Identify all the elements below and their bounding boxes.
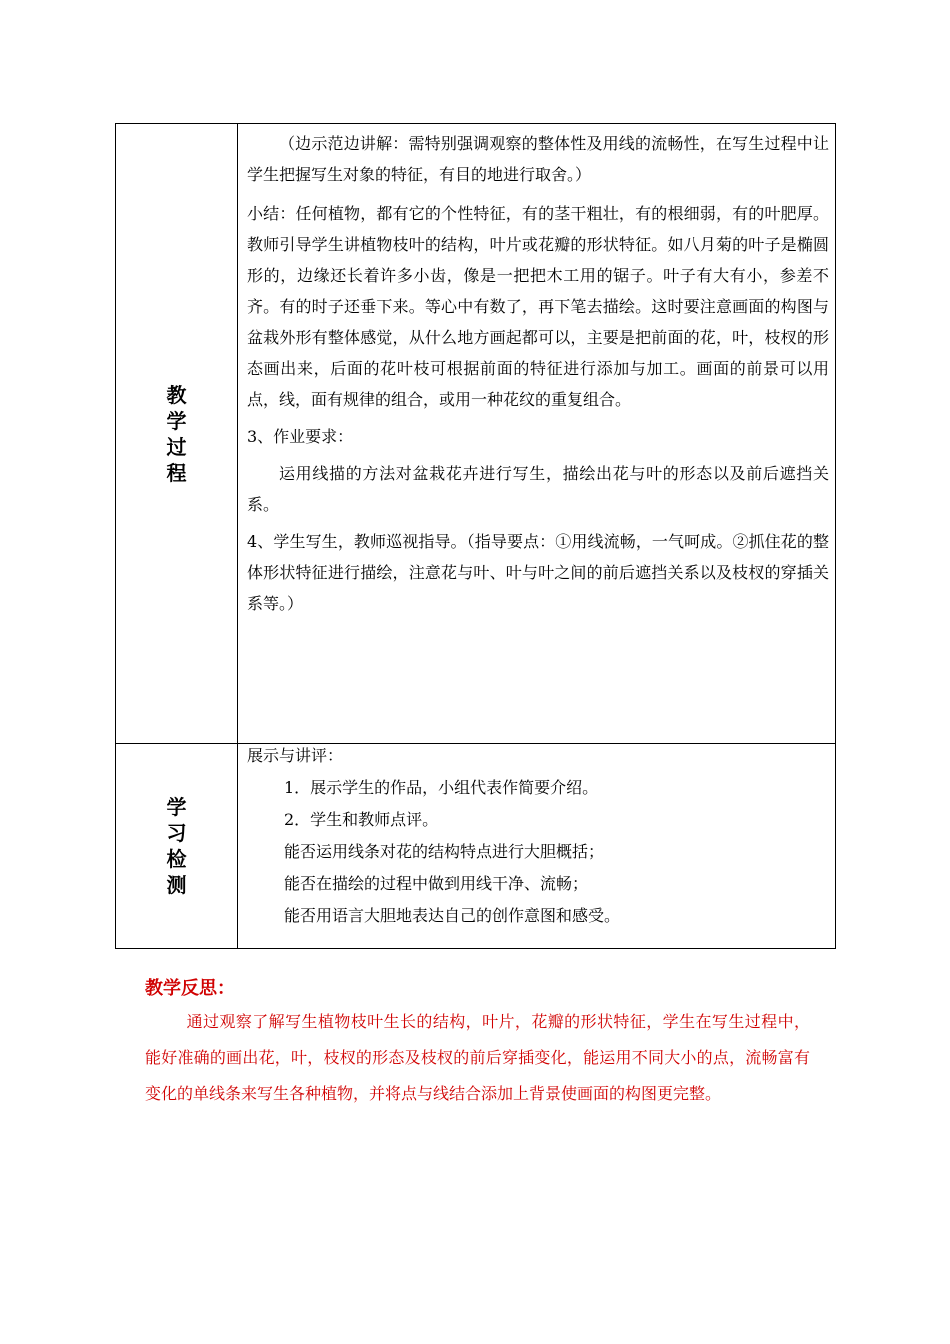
lesson-plan-table <box>115 123 836 949</box>
homework-heading: 3、作业要求： <box>247 427 354 446</box>
homework-paragraph: 运用线描的方法对盆栽花卉进行写生，描绘出花与叶的形态以及前后遮挡关系。 <box>247 464 829 514</box>
teaching-process-label: 教学过程 <box>166 382 187 485</box>
reflection-body: 通过观察了解写生植物枝叶生长的结构，叶片，花瓣的形状特征，学生在写生过程中，能好准确的画出花，叶，枝杈的形态及枝杈的前后穿插变化，能运用不同大小的点，流畅富有变化的单线条来写生各种植物，并将点与线结合添加上背景使画面的构图更完整。 <box>145 1012 810 1103</box>
learning-check-row <box>116 744 836 949</box>
learning-check-label: 学习检测 <box>166 795 187 897</box>
check-line-5: 能否用语言大胆地表达自己的创作意图和感受。 <box>284 906 621 925</box>
display-review-title: 展示与讲评： <box>247 746 344 765</box>
check-line-1: 1．展示学生的作品，小组代表作简要介绍。 <box>284 778 599 797</box>
learning-check-content <box>238 744 836 949</box>
teaching-process-label-cell <box>116 124 238 744</box>
teaching-reflection-section <box>145 974 810 1112</box>
demo-explanation-paragraph: （边示范边讲解：需特别强调观察的整体性及用线的流畅性，在写生过程中让学生把握写生对象的特征，有目的地进行取舍。） <box>247 134 829 184</box>
sketching-guidance-paragraph: 4、学生写生，教师巡视指导。（指导要点：①用线流畅，一气呵成。②抓住花的整体形状特征进行描绘，注意花与叶、叶与叶之间的前后遮挡关系以及枝杈的穿插关系等。） <box>247 532 829 613</box>
check-line-4: 能否在描绘的过程中做到用线干净、流畅； <box>284 874 589 893</box>
teaching-process-row <box>116 124 836 744</box>
reflection-title: 教学反思： <box>145 978 235 999</box>
learning-check-label-cell <box>116 744 238 949</box>
summary-paragraph: 小结：任何植物，都有它的个性特征，有的茎干粗壮，有的根细弱，有的叶肥厚。教师引导学生讲植物枝叶的结构，叶片或花瓣的形状特征。如八月菊的叶子是椭圆形的，边缘还长着许多小齿，像是一把把木工用的锯子。叶子有大有小，参差不齐。有的时子还垂下来。等心中有数了，再下笔去描绘。这时要注意画面的构图与盆栽外形有整体感觉，从什么地方画起都可以，主要是把前面的花，叶，枝杈的形态画出来，后面的花叶枝可根据前面的特征进行添加与加工。画面的前景可以用点，线，面有规律的组合，或用一种花纹的重复组合。 <box>247 204 829 409</box>
check-line-3: 能否运用线条对花的结构特点进行大胆概括； <box>284 842 605 861</box>
check-line-2: 2．学生和教师点评。 <box>284 810 439 829</box>
teaching-process-content <box>238 124 836 744</box>
